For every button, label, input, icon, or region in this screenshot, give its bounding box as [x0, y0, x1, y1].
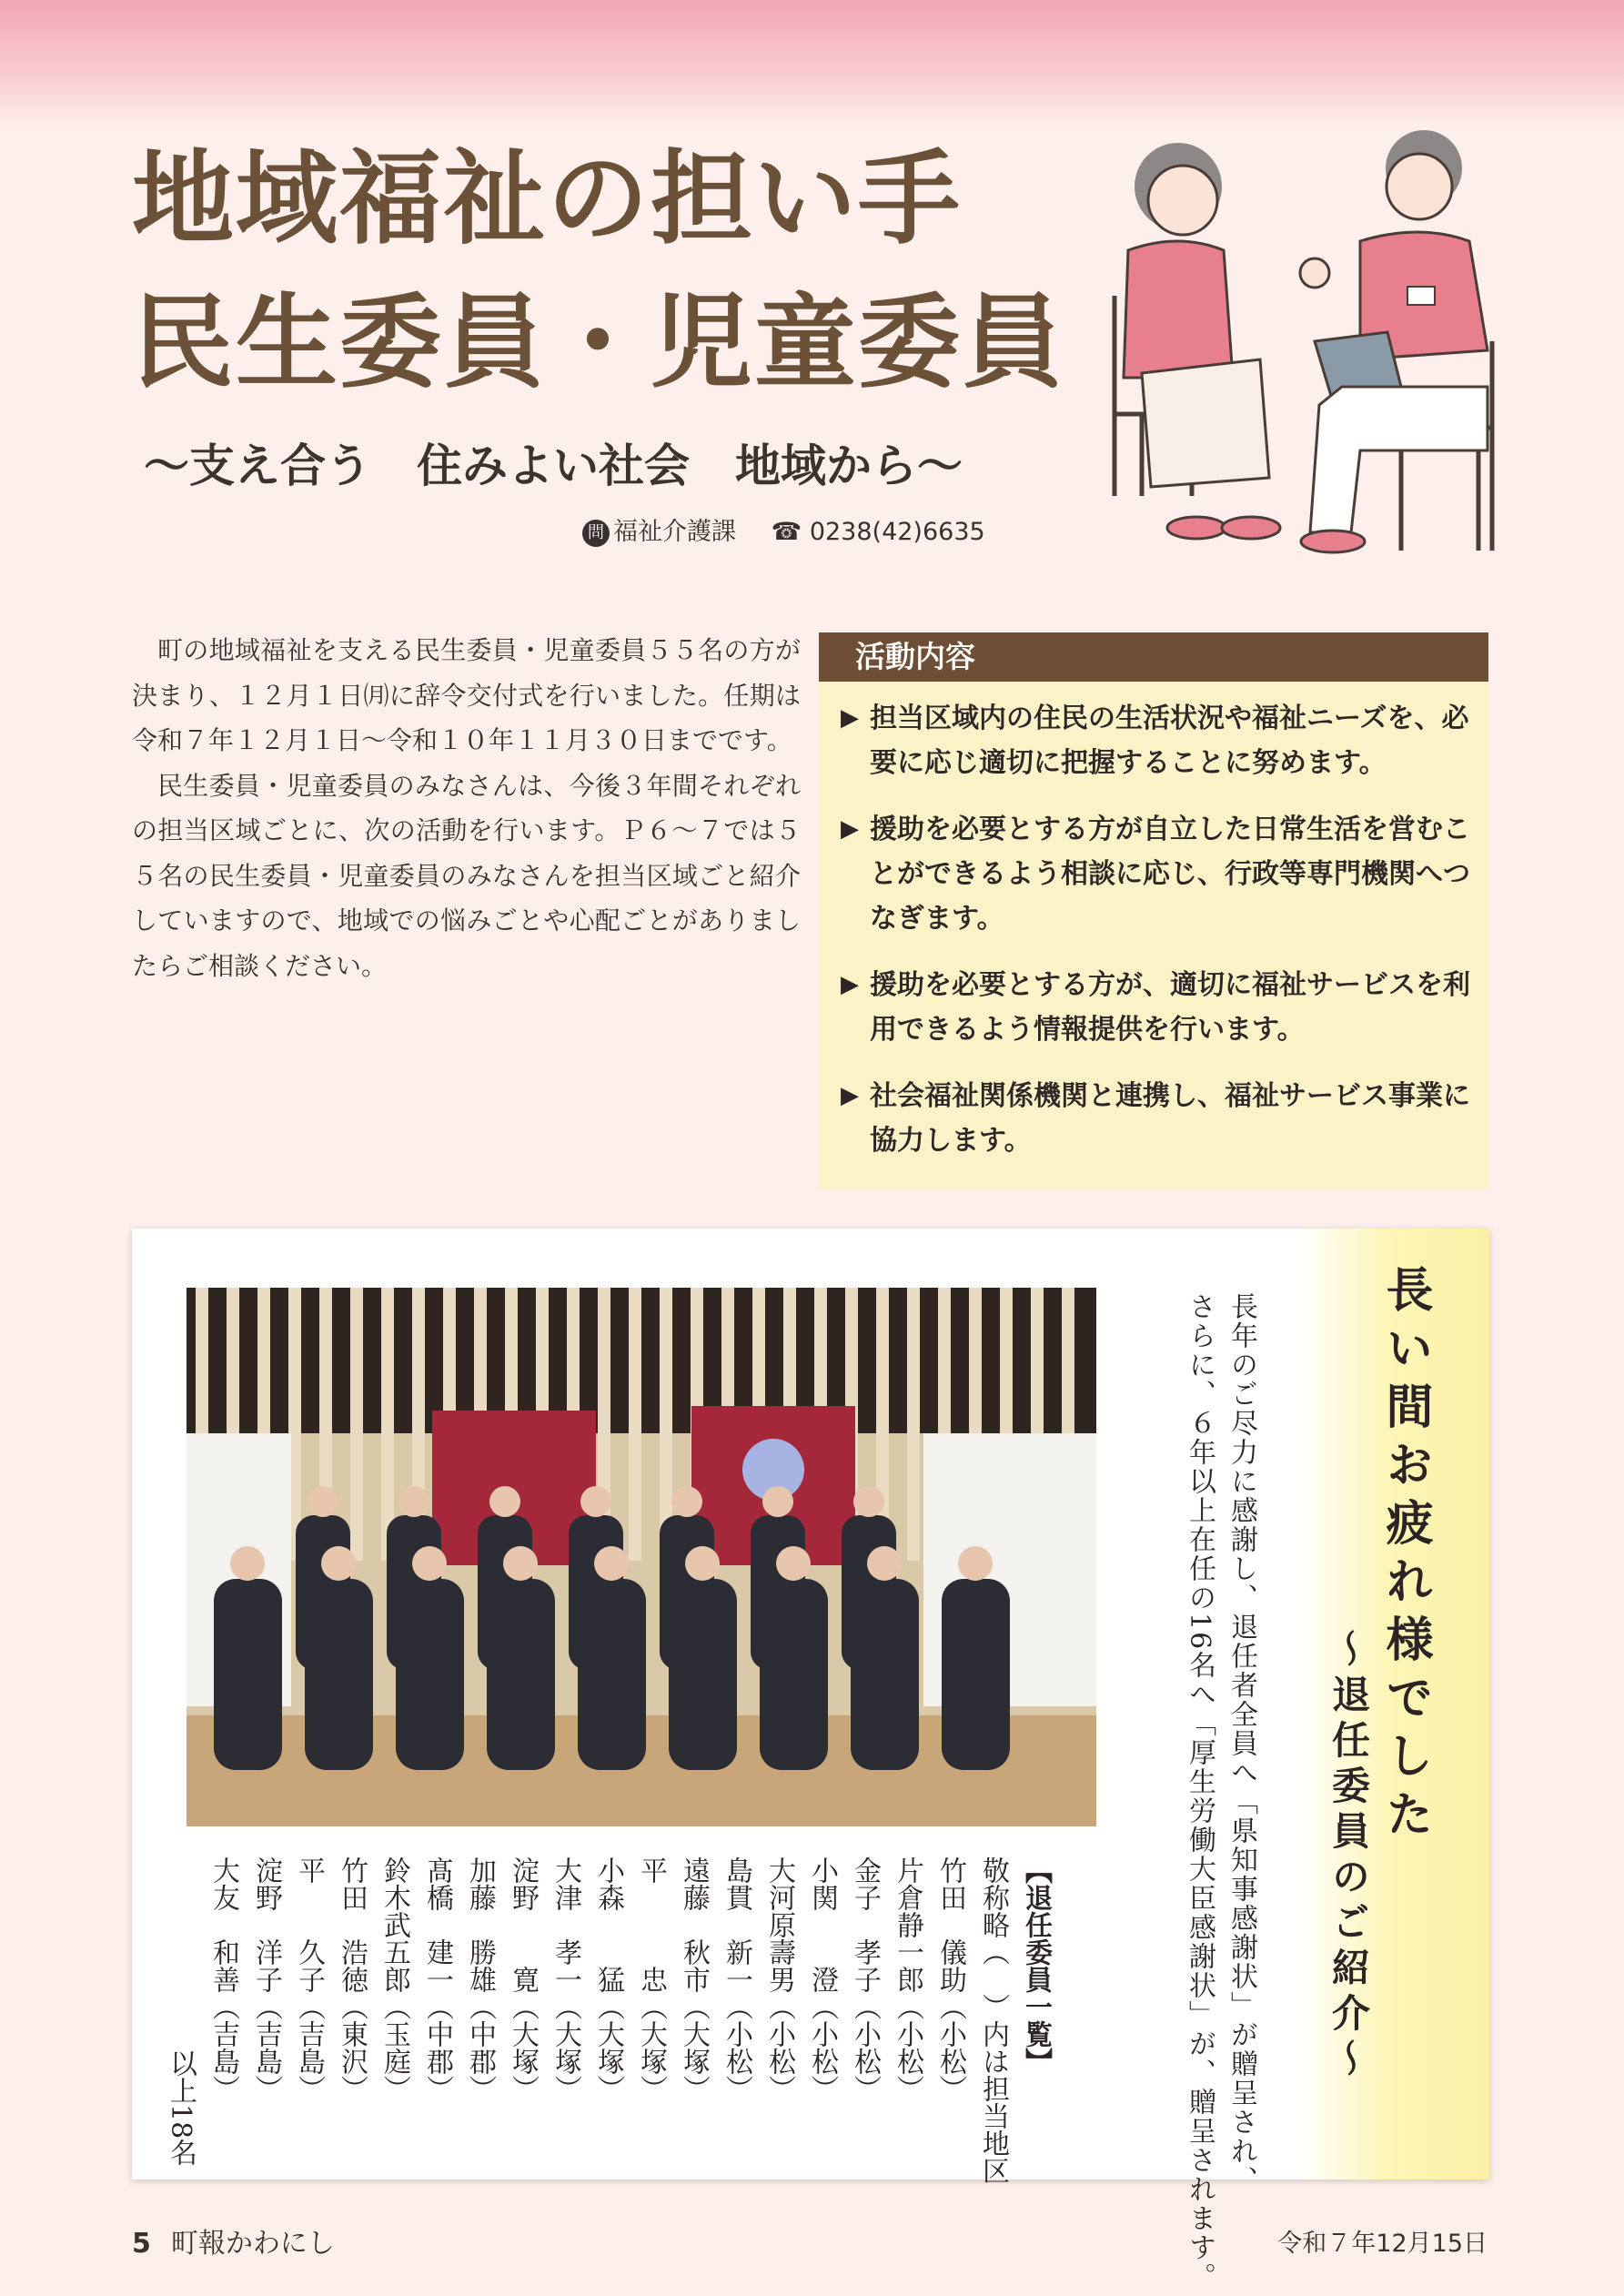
retire-subtitle: ～退任委員のご紹介～ [1326, 1629, 1371, 2084]
elderly-woman-icon [1124, 143, 1280, 539]
footer-publication [132, 2220, 335, 2261]
contact-department: 福祉介護課 [613, 518, 736, 546]
intro-text [132, 628, 801, 988]
title-line-2: 民生委員・児童委員 [132, 284, 1065, 402]
triangle-bullet-icon: ▶ [841, 1082, 859, 1109]
list-item: 金子 孝子（小松） [849, 1856, 881, 2102]
activity-item [841, 963, 1488, 1052]
top-pink-band [0, 0, 1624, 127]
activity-item-text: 援助を必要とする方が自立した日常生活を営むことができるよう相談に応じ、行政等専門機関へつなぎます。 [870, 814, 1470, 935]
triangle-bullet-icon: ▶ [841, 815, 859, 843]
activity-item [841, 1074, 1488, 1163]
contact-phone: 0238(42)6635 [809, 518, 985, 546]
list-item: 平 忠（大塚） [635, 1856, 667, 2102]
consultation-illustration [1087, 114, 1524, 569]
caregiver-icon [1300, 130, 1488, 552]
list-item: 大友 和善（吉島） [207, 1856, 239, 2102]
intro-paragraph-1: 町の地域福祉を支える民生委員・児童委員５５名の方が決まり、１２月１日㈪に辞令交付式を行いました。任期は令和７年１２月１日～令和１０年１１月３０日までです。 [132, 635, 801, 755]
contact-info [582, 511, 985, 547]
list-item: 小森 猛（大塚） [592, 1856, 624, 2102]
activity-heading: 活動内容 [819, 632, 1488, 682]
list-item: 髙橋 建一（中郡） [421, 1856, 453, 2102]
list-total: 以上18名 [165, 2048, 197, 2166]
list-item: 鈴木武五郎（玉庭） [378, 1856, 410, 2102]
page-subtitle: ～支え合う 住みよい社会 地域から～ [144, 440, 963, 492]
list-item: 片倉静一郎（小松） [892, 1856, 923, 2102]
page-title [132, 127, 1065, 415]
title-line-1: 地域福祉の担い手 [132, 140, 962, 258]
activity-box [819, 632, 1488, 1189]
phone-icon: ☎ [771, 518, 802, 546]
list-note: 敬称略（ ）内は担当地区 [977, 1856, 1009, 2184]
list-item: 遠藤 秋市（大塚） [678, 1856, 710, 2102]
activity-item [841, 696, 1488, 785]
activity-item [841, 807, 1488, 941]
publication-name: 町報かわにし [170, 2228, 335, 2260]
thanks-line-2: さらに、６年以上在任の16名へ「厚生労働大臣感謝状」が、贈呈されます。 [1184, 1292, 1215, 2292]
thanks-line-1: 長年のご尽力に感謝し、退任者全員へ「県知事感謝状」が贈呈され、 [1226, 1292, 1257, 2195]
list-item: 大津 孝一（大塚） [550, 1856, 581, 2102]
thanks-text [1178, 1292, 1262, 2291]
list-item: 淀野 寛（大塚） [507, 1856, 539, 2102]
list-item: 小関 澄（小松） [806, 1856, 838, 2102]
list-heading: 【退任委員一覧】 [1020, 1856, 1052, 2075]
group-photo [187, 1288, 1096, 1826]
list-item: 大河原壽男（小松） [763, 1856, 795, 2102]
activity-item-text: 社会福祉関係機関と連携し、福祉サービス事業に協力します。 [870, 1080, 1470, 1157]
list-item: 竹田 浩徳（東沢） [336, 1856, 368, 2102]
list-item: 島貫 新一（小松） [721, 1856, 752, 2102]
intro-paragraph-2: 民生委員・児童委員のみなさんは、今後３年間それぞれの担当区域ごとに、次の活動を行います。Ｐ６～７では５５名の民生委員・児童委員のみなさんを担当区域ごと紹介していますので、地域での悩みごとや心配ごとがありましたらご相談ください。 [132, 770, 801, 981]
retired-member-list [159, 1856, 1057, 2184]
retire-title: 長い間お疲れ様でした [1377, 1265, 1433, 1847]
activity-item-text: 援助を必要とする方が、適切に福祉サービスを利用できるよう情報提供を行います。 [870, 969, 1470, 1046]
page-number: 5 [132, 2228, 151, 2260]
list-item: 淀野 洋子（吉島） [250, 1856, 282, 2102]
list-item: 加藤 勝雄（中郡） [464, 1856, 496, 2102]
activity-item-text: 担当区域内の住民の生活状況や福祉ニーズを、必要に応じ適切に把握することに努めます。 [870, 703, 1469, 779]
triangle-bullet-icon: ▶ [841, 971, 859, 998]
issue-date: 令和７年12月15日 [1277, 2230, 1488, 2258]
triangle-bullet-icon: ▶ [841, 704, 859, 732]
activity-list [819, 682, 1488, 1163]
list-item: 竹田 儀助（小松） [934, 1856, 966, 2102]
inquiry-badge-icon: 問 [582, 520, 610, 547]
list-item: 平 久子（吉島） [293, 1856, 325, 2102]
